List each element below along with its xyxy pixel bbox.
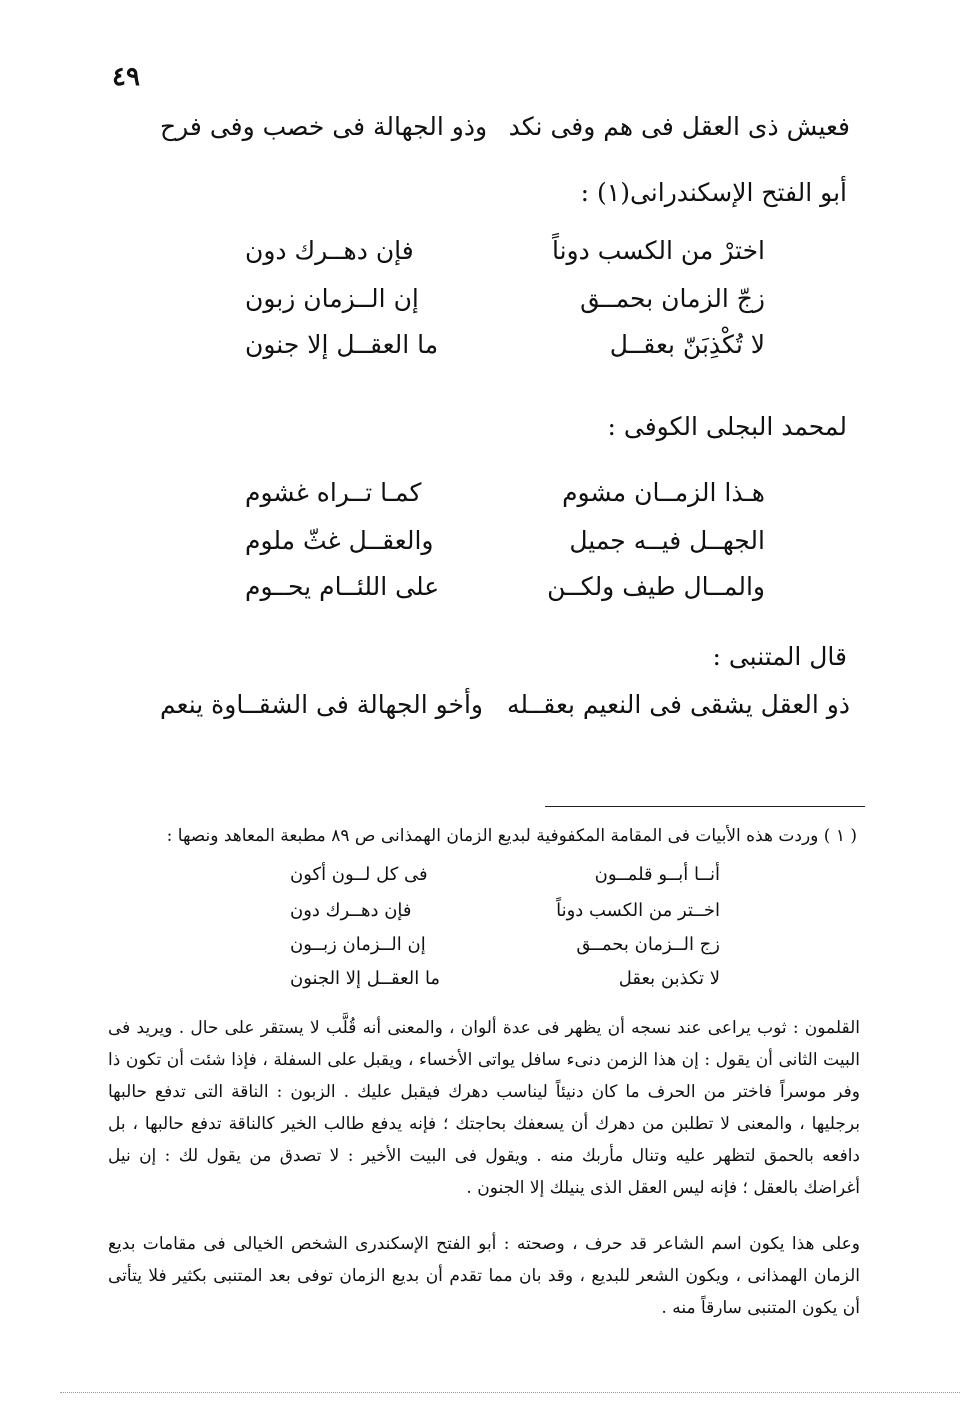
section3-heading: قال المتنبى : <box>712 642 847 671</box>
page-number: ٤٩ <box>112 62 140 92</box>
scan-edge-line <box>60 1392 960 1393</box>
hemistich-left: كمـا تــراه غشوم <box>245 478 422 507</box>
footnote-paragraph-2: وعلى هذا يكون اسم الشاعر قد حرف ، وصحته : أبو الفتح الإسكندرى الشخص الخيالى فى مقامات بديع الزمان الهمذانى ، ويكون الشعر للبديع ، وقد بان مما تقدم أن بديع الزمان توفى بعد المتنبى بكثير فلا يتأتى أن يكون المتنبى سارقاً منه . <box>108 1234 860 1318</box>
hemistich-right: ذو العقل يشقى فى النعيم بعقــله <box>506 690 850 719</box>
footnote-verse-3 <box>290 934 720 955</box>
hemistich-right: الجهــل فيــه جميل <box>569 526 765 555</box>
footnote-verse-4 <box>290 968 720 989</box>
hemistich-right: زج الــزمان بحمــق <box>576 934 720 955</box>
section2-verse-2 <box>245 526 765 555</box>
hemistich-right: اخترْ من الكسب دوناً <box>551 236 765 265</box>
footnote-verse-2 <box>290 900 720 921</box>
footnote-verse-1 <box>290 864 720 885</box>
section3-verse <box>160 690 850 719</box>
section2-verse-1 <box>245 478 765 507</box>
hemistich-left: إن الــزمان زبون <box>245 284 419 313</box>
section2-heading: لمحمد البجلى الكوفى : <box>607 412 847 441</box>
hemistich-left: والعقــل غثّ ملوم <box>245 526 434 555</box>
hemistich-right: هـذا الزمــان مشوم <box>562 478 765 507</box>
section1-verse-3 <box>245 330 765 359</box>
section1-verse-1 <box>245 236 765 265</box>
hemistich-right: اخــتر من الكسب دوناً <box>556 900 720 921</box>
hemistich-left: فإن دهــرك دون <box>245 236 414 265</box>
section1-verse-2 <box>245 284 765 313</box>
hemistich-right: لا تكذبن بعقل <box>618 968 720 989</box>
hemistich-left: فى كل لــون أكون <box>290 864 428 885</box>
hemistich-right: زجّ الزمان بحمــق <box>580 284 765 313</box>
hemistich-right: لا تُكْذِبَنّ بعقــل <box>609 330 765 359</box>
hemistich-left: فإن دهــرك دون <box>290 900 412 921</box>
hemistich-left: ما العقــل إلا جنون <box>245 330 439 359</box>
section1-heading: أبو الفتح الإسكندرانى(١) : <box>580 178 847 207</box>
hemistich-right: فعيش ذى العقل فى هم وفى نكد <box>508 112 850 141</box>
hemistich-left: على اللئــام يحــوم <box>245 572 440 601</box>
hemistich-left: ما العقــل إلا الجنون <box>290 968 441 989</box>
hemistich-left: وذو الجهالة فى خصب وفى فرح <box>160 112 488 141</box>
hemistich-left: وأخو الجهالة فى الشقــاوة ينعم <box>160 690 483 719</box>
hemistich-right: أنــا أبــو قلمــون <box>594 864 720 885</box>
footnote-paragraph-1: القلمون : ثوب يراعى عند نسجه أن يظهر فى عدة ألوان ، والمعنى أنه قُلَّب لا يستقر على حال . ويريد فى البيت الثانى أن يقول : إن هذا الزمن دنىء سافل يواتى الأخساء ، ويقبل على السفلة ، فإذا شئت أن تكون ذا وفر موسراً فاختر من الحرف ما كان دنيئاً ليناسب دهرك فيقبل عليك . الزبون : الناقة التى تدفع حالبها برجليها ، والمعنى لا تطلبن من دهرك أن يسعفك بحاجتك ؛ فإنه يدفع طالب الخير كالناقة تدفع حالبها ، بل دافعه بالحمق لتظهر عليه وتنال مأربك منه . ويقول فى البيت الأخير : لا تصدق من يقول لك : إن نيل أغراضك بالعقل ؛ فإنه ليس العقل الذى ينيلك إلا الجنون . <box>108 1018 860 1198</box>
verse-intro <box>160 112 850 141</box>
hemistich-right: والمــال طيف ولكــن <box>547 572 765 601</box>
section2-verse-3 <box>245 572 765 601</box>
hemistich-left: إن الــزمان زبــون <box>290 934 426 955</box>
footnote-divider <box>545 806 865 807</box>
footnote-intro: ( ١ ) وردت هذه الأبيات فى المقامة المكفوفية لبديع الزمان الهمذانى ص ٨٩ مطبعة المعاهد ونصها : <box>166 826 857 846</box>
